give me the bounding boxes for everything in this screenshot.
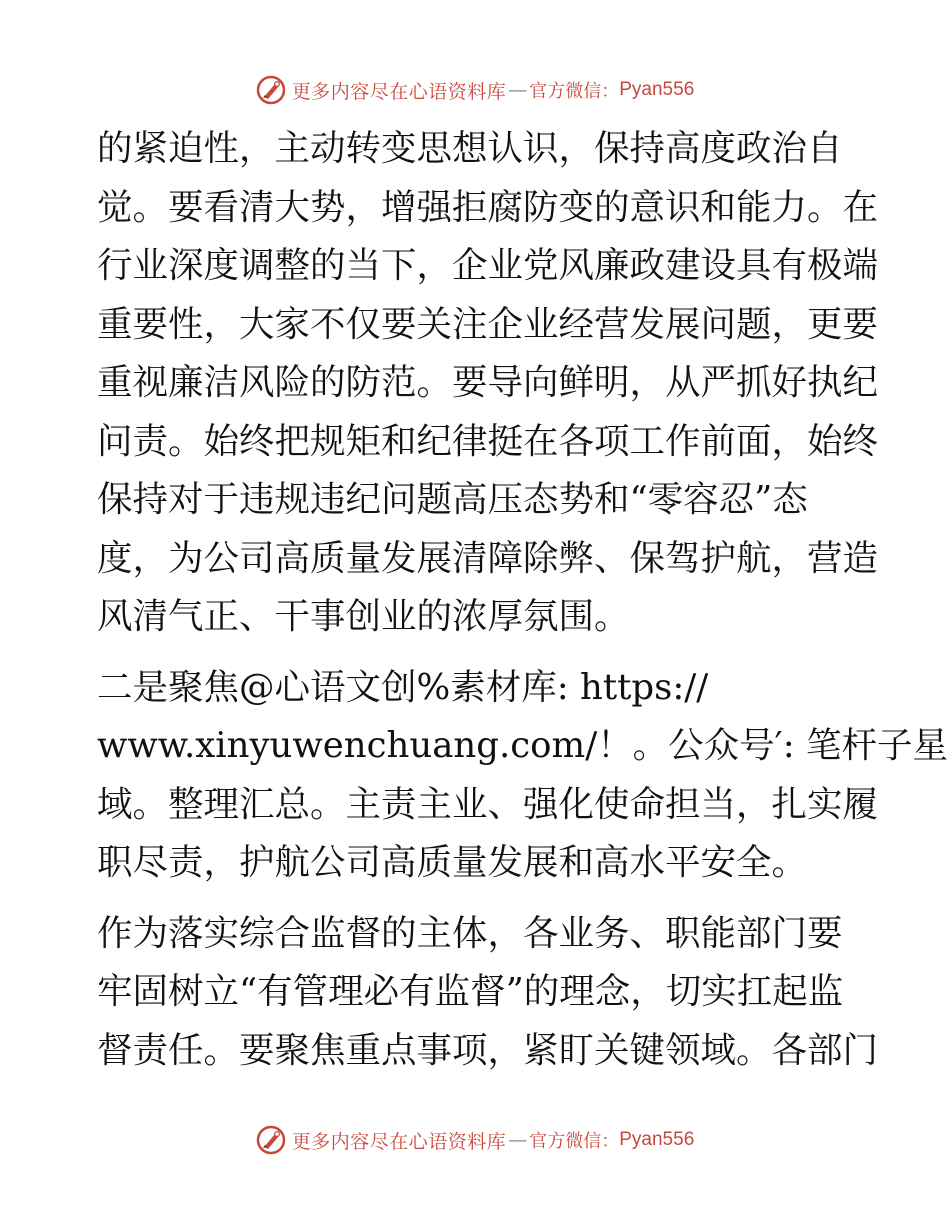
text-line: 度，为公司高质量发展清障除弊、保驾护航，营造 bbox=[97, 537, 879, 579]
paragraph bbox=[97, 905, 879, 1081]
paragraph bbox=[97, 659, 948, 893]
footer-banner bbox=[0, 1122, 950, 1158]
text-line: 行业深度调整的当下，企业党风廉政建设具有极端 bbox=[97, 245, 879, 286]
text-line: 域。整理汇总。主责主业、强化使命担当，扎实履 bbox=[97, 783, 879, 825]
paragraph bbox=[97, 120, 879, 647]
text-line: 问责。始终把规矩和纪律挺在各项工作前面，始终 bbox=[97, 420, 879, 462]
paragraph-gap bbox=[97, 893, 857, 905]
paragraph-gap bbox=[97, 647, 857, 659]
text-line: 作为落实综合监督的主体，各业务、职能部门要 bbox=[97, 912, 843, 954]
text-line: 牢固树立“有管理必有监督”的理念，切实扛起监 bbox=[97, 971, 844, 1012]
text-line-url: www.xinyuwenchuang.com/！。公众号′: 笔杆子星 bbox=[97, 725, 948, 766]
banner-wechat-label: 官方微信： bbox=[529, 81, 620, 102]
header-banner bbox=[0, 72, 950, 108]
text-line: 保持对于违规违纪问题高压态势和“零容忍”态 bbox=[97, 479, 808, 520]
document-body bbox=[97, 120, 948, 1080]
banner-wechat-id: Pyan556 bbox=[619, 1129, 695, 1150]
banner-wechat-id: Pyan556 bbox=[619, 79, 695, 100]
banner-wechat-label: 官方微信： bbox=[529, 1131, 620, 1152]
text-line: 督责任。要聚焦重点事项，紧盯关键领域。各部门 bbox=[97, 1029, 879, 1071]
text-line: 风清气正、干事创业的浓厚氛围。 bbox=[97, 596, 630, 637]
text-line: 觉。要看清大势，增强拒腐防变的意识和能力。在 bbox=[97, 186, 879, 228]
banner-separator: — bbox=[508, 1129, 528, 1151]
text-line: 二是聚焦@心语文创%素材库: https:// bbox=[97, 666, 709, 708]
banner-title: 更多内容尽在心语资料库 bbox=[291, 80, 507, 103]
pen-nib-logo-icon bbox=[256, 75, 286, 105]
text-line: 的紧迫性，主动转变思想认识，保持高度政治自 bbox=[97, 128, 843, 169]
pen-nib-logo-icon bbox=[256, 1125, 286, 1155]
banner-separator: — bbox=[508, 79, 528, 101]
text-line: 重要性，大家不仅要关注企业经营发展问题，更要 bbox=[97, 303, 879, 345]
text-line: 职尽责，护航公司高质量发展和高水平安全。 bbox=[97, 842, 808, 883]
text-line: 重视廉洁风险的防范。要导向鲜明，从严抓好执纪 bbox=[97, 362, 879, 403]
banner-title: 更多内容尽在心语资料库 bbox=[291, 1130, 507, 1153]
